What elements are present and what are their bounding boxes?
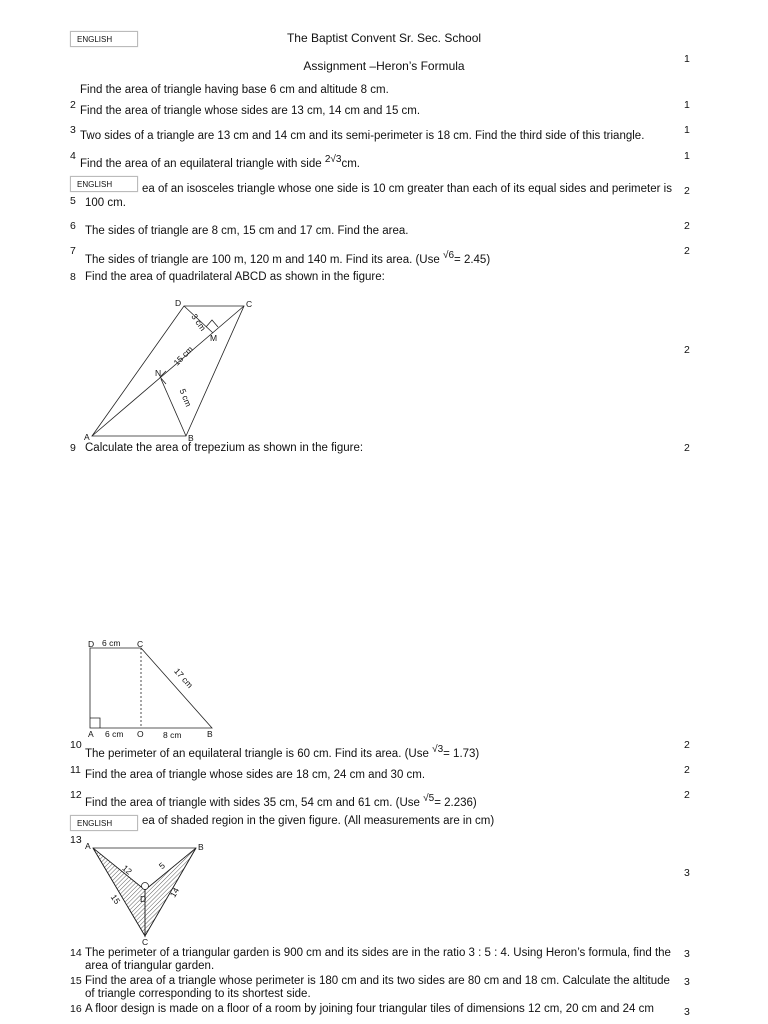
label-a: A (88, 729, 94, 739)
question-15-line-2: of triangle corresponding to its shortest side. (85, 988, 311, 1000)
marks-11: 2 (684, 764, 690, 776)
question-11: Find the area of triangle whose sides are 18 cm, 24 cm and 30 cm. (85, 769, 426, 781)
root-expression: √5 (423, 793, 435, 804)
label-d: D (175, 298, 182, 308)
question-5-line-1: ea of an isosceles triangle whose one side is 10 cm greater than each of its equal sides and perimeter is (142, 183, 672, 195)
question-number-15: 15 (70, 975, 82, 987)
question-12-value: = 2.236) (434, 797, 477, 809)
label-b: B (198, 842, 204, 852)
question-1: Find the area of triangle having base 6 cm and altitude 8 cm. (80, 84, 389, 96)
label-d: D (140, 894, 147, 904)
question-number-7: 7 (70, 245, 76, 257)
length-ac: 15 (108, 892, 123, 906)
question-number-14: 14 (70, 947, 82, 959)
question-number-9: 9 (70, 442, 76, 454)
question-12-text: Find the area of triangle with sides 35 cm, 54 cm and 61 cm. (Use (85, 797, 424, 809)
root-expression: 2√3 (324, 154, 342, 165)
length-cb: 17 cm (172, 666, 196, 690)
question-8: Find the area of quadrilateral ABCD as shown in the figure: (85, 271, 385, 283)
question-10-text: The perimeter of an equilateral triangle is 60 cm. Find its area. (Use (85, 748, 433, 760)
marks-13: 3 (684, 867, 690, 879)
marks-2: 1 (684, 99, 690, 111)
length-ob: 8 cm (163, 730, 182, 740)
marks-7: 2 (684, 245, 690, 257)
length-dc: 6 cm (102, 638, 121, 648)
marks-10: 2 (684, 739, 690, 751)
marks-15: 3 (684, 976, 690, 988)
label-a: A (84, 432, 90, 442)
question-16: A floor design is made on a floor of a room by joining four triangular tiles of dimensions 12 cm, 20 cm and 24 cm (85, 1003, 654, 1015)
question-13: ea of shaded region in the given figure. (All measurements are in cm) (142, 815, 495, 827)
question-number-4: 4 (70, 150, 76, 162)
marks-12: 2 (684, 789, 690, 801)
marks-9: 2 (684, 442, 690, 454)
question-15-line-1: Find the area of a triangle whose perimeter is 180 cm and its two sides are 80 cm and 18 cm. Calculate the altitude (85, 975, 670, 987)
school-name: The Baptist Convent Sr. Sec. School (286, 31, 482, 45)
length-bc: 14 (167, 885, 182, 899)
label-a: A (85, 841, 91, 851)
question-number-13: 13 (70, 834, 82, 846)
question-14-line-2: area of triangular garden. (85, 960, 215, 972)
length-ad: 12 (120, 862, 135, 877)
question-5-line-2: 100 cm. (85, 197, 126, 209)
question-number-8: 8 (70, 271, 76, 283)
length-dm: 3 cm (189, 311, 209, 333)
question-6: The sides of triangle are 8 cm, 15 cm and 17 cm. Find the area. (85, 225, 409, 237)
label-c: C (137, 639, 144, 649)
question-9: Calculate the area of trepezium as shown in the figure: (85, 442, 364, 454)
marks-8: 2 (684, 344, 690, 356)
question-3: Two sides of a triangle are 13 cm and 14 cm and its semi-perimeter is 18 cm. Find the third side of this triangle. (80, 130, 645, 142)
marks-16: 3 (684, 1006, 690, 1018)
language-tag: ENGLISH (70, 815, 138, 831)
question-number-10: 10 (70, 739, 82, 751)
question-4-text: Find the area of an equilateral triangle with side (80, 158, 325, 170)
question-14-line-1: The perimeter of a triangular garden is 900 cm and its sides are in the ratio 3 : 5 : 4. Using Heron’s formula, find the (85, 947, 671, 959)
assignment-title: Assignment –Heron’s Formula (303, 59, 465, 73)
marks-6: 2 (684, 220, 690, 232)
label-n: N (155, 368, 162, 378)
root-expression: √6 (442, 250, 455, 261)
label-m: M (210, 333, 218, 343)
label-b: B (207, 729, 213, 739)
label-c: C (142, 937, 149, 947)
marks-3: 1 (684, 124, 690, 136)
question-10-value: = 1.73) (443, 748, 480, 760)
label-b: B (188, 433, 194, 443)
question-number-3: 3 (70, 124, 76, 136)
question-number-6: 6 (70, 220, 76, 232)
question-7-value: = 2.45) (454, 254, 491, 266)
length-nb: 5 cm (177, 387, 194, 409)
question-2: Find the area of triangle whose sides are 13 cm, 14 cm and 15 cm. (80, 105, 421, 117)
question-number-16: 16 (70, 1003, 82, 1015)
language-tag: ENGLISH (70, 176, 138, 192)
length-bd: 5 (156, 860, 167, 871)
question-7-text: The sides of triangle are 100 m, 120 m and 140 m. Find its area. (Use (85, 254, 443, 266)
question-number-12: 12 (70, 789, 82, 801)
label-o: O (137, 729, 144, 739)
question-number-11: 11 (70, 764, 81, 776)
marks-4: 1 (684, 150, 690, 162)
marks-1: 1 (684, 53, 690, 65)
label-d: D (88, 639, 95, 649)
question-number-5: 5 (70, 195, 76, 207)
question-number-2: 2 (70, 99, 76, 111)
marks-5: 2 (684, 185, 690, 197)
language-tag: ENGLISH (70, 31, 138, 47)
marks-14: 3 (684, 948, 690, 960)
question-4-unit: cm. (341, 158, 360, 170)
length-ao: 6 cm (105, 729, 124, 739)
label-c: C (246, 299, 253, 309)
root-expression: √3 (432, 744, 444, 755)
right-angle-d (142, 883, 149, 890)
length-ac: 15 cm (171, 344, 195, 368)
